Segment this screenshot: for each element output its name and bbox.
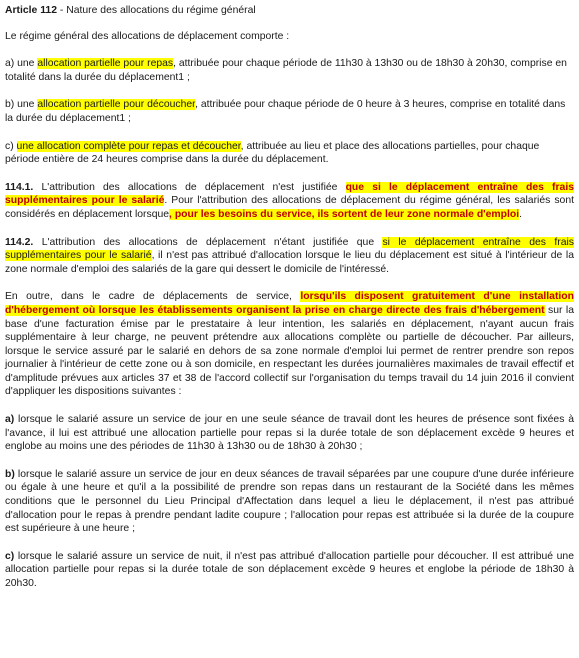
article-number: Article 112 bbox=[5, 5, 57, 16]
case-label: a) bbox=[5, 414, 15, 426]
article-heading bbox=[5, 4, 574, 18]
case-label: c) bbox=[5, 550, 15, 562]
section-114-1: 114.1. L'attribution des allocations de déplacement n'est justifiée que si le déplacement entraîne des frais supplémentaires pour le salarié. Pour l'attribution des allocations de déplacement du régime général, les salariés sont considérés en déplacement lorsque, pour les besoins du service, ils sortent de leur zone normale d'emploi. bbox=[5, 181, 574, 220]
article-title: - Nature des allocations du régime général bbox=[57, 5, 256, 16]
highlight-frais: que si le déplacement entraîne des frais supplémentaires pour le salarié bbox=[5, 181, 574, 207]
section-number: 114.2. bbox=[5, 236, 34, 248]
paragraph-en-outre: En outre, dans le cadre de déplacements de service, lorsqu'ils disposent gratuitement d'une installation d'hébergement où lorsque les établissements organisent la prise en charge directe des frais d'hébergement sur la base d'une facturation émise par le prestataire à leur intention, les salariés en déplacement, n'ayant aucun frais supplémentaire à leur charge, ne peuvent prétendre aux allocations complète ou partielle de découcher. Par ailleurs, lorsque le service assuré par le salarié en dehors de sa zone normale d'emploi lui permet de rentrer prendre son repos journalier à l'intérieur de cette zone ou à son domicile, en respectant les durées journalières maximales de travail effectif et d'amplitude prévues aux articles 37 et 38 de l'accord collectif sur l'organisation du temps travail du 14 juin 2016 il convient d'appliquer les dispositions suivantes : bbox=[5, 291, 574, 398]
highlight-complete: une allocation complète pour repas et découcher bbox=[16, 140, 241, 152]
highlight-repas: allocation partielle pour repas bbox=[37, 58, 174, 70]
highlight-decoucher: allocation partielle pour découcher bbox=[37, 99, 196, 111]
section-number: 114.1. bbox=[5, 181, 34, 193]
case-label: b) bbox=[5, 468, 15, 480]
highlight-hebergement: lorsqu'ils disposent gratuitement d'une installation d'hébergement où lorsque les établissements organisent la prise en charge directe des frais d'hébergement bbox=[5, 291, 574, 316]
paragraph-c: c) une allocation complète pour repas et découcher, attribuée au lieu et place des allocations partielles, pour chaque période entière de 24 heures comprise dans la durée du déplacement. bbox=[5, 140, 540, 166]
intro-paragraph: Le régime général des allocations de déplacement comporte : bbox=[5, 30, 290, 42]
paragraph-a: a) une allocation partielle pour repas, attribuée pour chaque période de 11h30 à 13h30 ou de 18h30 à 20h30, comprise en totalité dans la durée du déplacement1 ; bbox=[5, 58, 567, 83]
paragraph-b: b) une allocation partielle pour découcher, attribuée pour chaque période de 0 heure à 3 heures, comprise en totalité dans la durée du déplacement1 ; bbox=[5, 99, 566, 124]
highlight-zone: , pour les besoins du service, ils sortent de leur zone normale d'emploi bbox=[169, 208, 520, 220]
case-c: c) lorsque le salarié assure un service de nuit, il n'est pas attribué d'allocation partielle pour découcher. Il est attribué une allocation partielle pour repas si la durée totale de son déplacement excède 9 heures et englobe la période de 18h30 à 20h30. bbox=[5, 550, 574, 589]
case-b: b) lorsque le salarié assure un service de jour en deux séances de travail séparées par une coupure d'une durée inférieure ou égale à une heure et qu'il a la possibilité de prendre son repas dans un restaurant de la Société dans les mêmes conditions que le personnel du Lieu Principal d'Affectation dans lequel a lieu le déplacement, il n'est pas attribué d'allocation pour le repas à prendre pendant ladite coupure ; l'allocation pour repas est attribuée si la durée de la coupure est supérieure à une heure ; bbox=[5, 468, 574, 535]
section-114-2: 114.2. L'attribution des allocations de déplacement n'étant justifiée que si le déplacement entraîne des frais supplémentaires pour le salarié, il n'est pas attribué d'allocation lorsque le lieu du déplacement est situé à l'intérieur de la zone normale d'emploi des salariés de la gare qui dessert le domicile de l'intéressé. bbox=[5, 236, 574, 275]
case-a: a) lorsque le salarié assure un service de jour en une seule séance de travail dont les heures de présence sont fixées à l'avance, il lui est attribué une allocation partielle pour repas si la durée totale de son déplacement excède 9 heures et englobe au moins une des périodes de 11h30 à 13h30 ou de 18h30 à 20h30 ; bbox=[5, 414, 574, 453]
highlight-frais: si le déplacement entraîne des frais supplémentaires pour le salarié bbox=[5, 236, 574, 262]
